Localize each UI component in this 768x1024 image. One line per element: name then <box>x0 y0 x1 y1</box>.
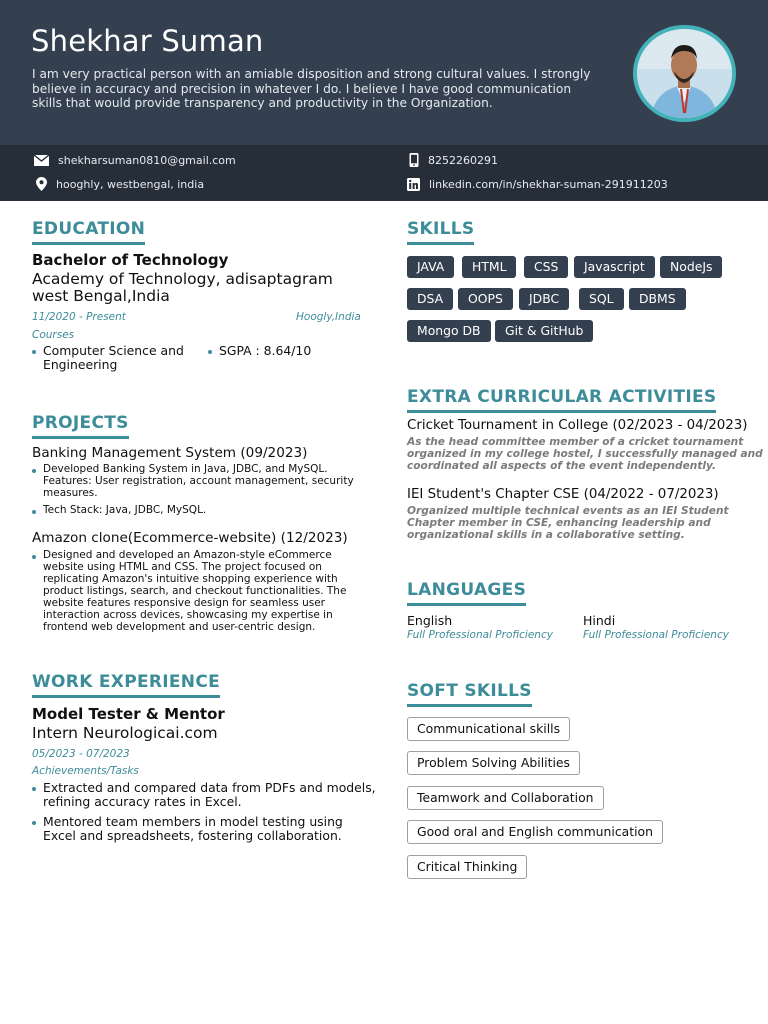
project-bullet-line: website using HTML and CSS. The project focused on <box>43 561 322 573</box>
phone-text: 8252260291 <box>428 153 498 167</box>
project-bullet-line: replicating Amazon's intuitive shopping experience with <box>43 573 338 585</box>
activity-title: Cricket Tournament in College (02/2023 - 04/2023) <box>407 418 748 433</box>
skill-tag: Git & GitHub <box>495 320 593 342</box>
soft-skill-tag: Communicational skills <box>407 717 570 741</box>
activity-description-line: Chapter member in CSE, enhancing leadership and <box>407 517 711 529</box>
mobile-phone-icon <box>409 153 419 167</box>
skill-tag: HTML <box>462 256 516 278</box>
location-pin-icon <box>36 177 47 191</box>
soft-skills-heading: SOFT SKILLS <box>407 681 532 707</box>
linkedin-text: linkedin.com/in/shekhar-suman-291911203 <box>429 178 668 191</box>
project-bullet-line: Features: User registration, account management, security <box>43 475 354 487</box>
work-bullet-line: Extracted and compared data from PDFs and models, <box>43 780 376 795</box>
skill-tag: Mongo DB <box>407 320 491 342</box>
languages-heading: LANGUAGES <box>407 580 526 606</box>
skill-tag: OOPS <box>458 288 513 310</box>
degree-title: Bachelor of Technology <box>32 251 229 269</box>
envelope-icon <box>34 155 49 166</box>
activity-title: IEI Student's Chapter CSE (04/2022 - 07/2023) <box>407 487 719 502</box>
project-bullet-line: product listings, search, and checkout functionalities. The <box>43 585 347 597</box>
extra-curricular-heading: EXTRA CURRICULAR ACTIVITIES <box>407 387 716 413</box>
education-dates: 11/2020 - Present <box>32 311 126 323</box>
skill-tag: CSS <box>524 256 568 278</box>
work-dates: 05/2023 - 07/2023 <box>32 748 130 760</box>
course-item-line2: Engineering <box>43 357 118 372</box>
activity-description-line: Organized multiple technical events as an IEI Student <box>407 505 729 517</box>
soft-skill-tag: Critical Thinking <box>407 855 527 879</box>
linkedin-icon <box>407 178 420 191</box>
work-bullet-line: refining accuracy rates in Excel. <box>43 794 242 809</box>
skill-tag: JAVA <box>407 256 454 278</box>
skills-heading: SKILLS <box>407 219 474 245</box>
candidate-name: Shekhar Suman <box>31 24 264 58</box>
project-bullet <box>32 463 354 499</box>
skill-tag: SQL <box>579 288 624 310</box>
school-name-line1: Academy of Technology, adisaptagram <box>32 270 333 288</box>
project-bullet: Tech Stack: Java, JDBC, MySQL. <box>32 504 206 516</box>
project-title-banking: Banking Management System (09/2023) <box>32 445 308 461</box>
job-title: Model Tester & Mentor <box>32 705 225 723</box>
education-place: Hoogly,India <box>296 311 361 323</box>
language-level: Full Professional Proficiency <box>407 629 553 641</box>
language-name: English <box>407 613 453 628</box>
company-name: Intern Neurologicai.com <box>32 724 218 742</box>
skill-tag: NodeJs <box>660 256 722 278</box>
school-name-line2: west Bengal,India <box>32 287 170 305</box>
soft-skill-tag: Problem Solving Abilities <box>407 751 580 775</box>
education-heading: EDUCATION <box>32 219 145 245</box>
project-bullet-line: measures. <box>43 487 98 499</box>
resume-header <box>0 0 768 145</box>
work-experience-heading: WORK EXPERIENCE <box>32 672 220 698</box>
course-item-line1: Computer Science and <box>43 343 184 358</box>
activity-description <box>407 505 729 541</box>
contact-location <box>36 177 204 191</box>
project-bullet <box>32 549 346 633</box>
profile-photo <box>633 25 736 122</box>
project-bullet-line: Developed Banking System in Java, JDBC, and MySQL. <box>43 463 328 475</box>
contact-bar <box>0 145 768 201</box>
soft-skill-tag: Teamwork and Collaboration <box>407 786 604 810</box>
courses-label: Courses <box>32 329 75 341</box>
work-bullet-line: Excel and spreadsheets, fostering collaboration. <box>43 828 342 843</box>
sgpa-item: SGPA : 8.64/10 <box>208 344 311 358</box>
activity-description-line: coordinated all aspects of the event independently. <box>407 460 716 472</box>
email-text: shekharsuman0810@gmail.com <box>58 154 236 167</box>
skill-tag: JDBC <box>519 288 569 310</box>
achievements-label: Achievements/Tasks <box>32 765 139 777</box>
projects-heading: PROJECTS <box>32 413 129 439</box>
activity-description-line: As the head committee member of a cricket tournament <box>407 436 744 448</box>
work-bullet <box>32 815 343 843</box>
skill-tag: DBMS <box>629 288 686 310</box>
project-bullet-line: website features responsive design for seamless user <box>43 597 325 609</box>
project-bullet-line: interaction across devices, showcasing my expertise in <box>43 609 333 621</box>
course-item <box>32 344 184 372</box>
activity-description-line: organizational skills in a collaborative setting. <box>407 529 685 541</box>
work-bullet-line: Mentored team members in model testing using <box>43 814 343 829</box>
contact-email[interactable] <box>34 154 236 167</box>
work-bullet <box>32 781 376 809</box>
location-text: hooghly, westbengal, india <box>56 177 205 191</box>
activity-description <box>407 436 763 472</box>
contact-linkedin[interactable] <box>407 178 668 191</box>
project-title-amazon: Amazon clone(Ecommerce-website) (12/2023) <box>32 530 348 546</box>
project-bullet-line: frontend web development and user-centric design. <box>43 621 316 633</box>
soft-skill-tag: Good oral and English communication <box>407 820 663 844</box>
language-name: Hindi <box>583 613 616 628</box>
contact-phone[interactable] <box>409 153 498 167</box>
activity-description-line: organized in my college hostel, I successfully managed and <box>407 448 763 460</box>
profile-summary: I am very practical person with an amiable disposition and strong cultural values. I strongly believe in accuracy and precision in whatever I do. I believe I have good communication skills that would provide transparency and productivity in the Organization. <box>32 67 591 110</box>
skill-tag: DSA <box>407 288 453 310</box>
language-level: Full Professional Proficiency <box>583 629 729 641</box>
skill-tag: Javascript <box>574 256 655 278</box>
project-bullet-line: Designed and developed an Amazon-style eCommerce <box>43 549 332 561</box>
